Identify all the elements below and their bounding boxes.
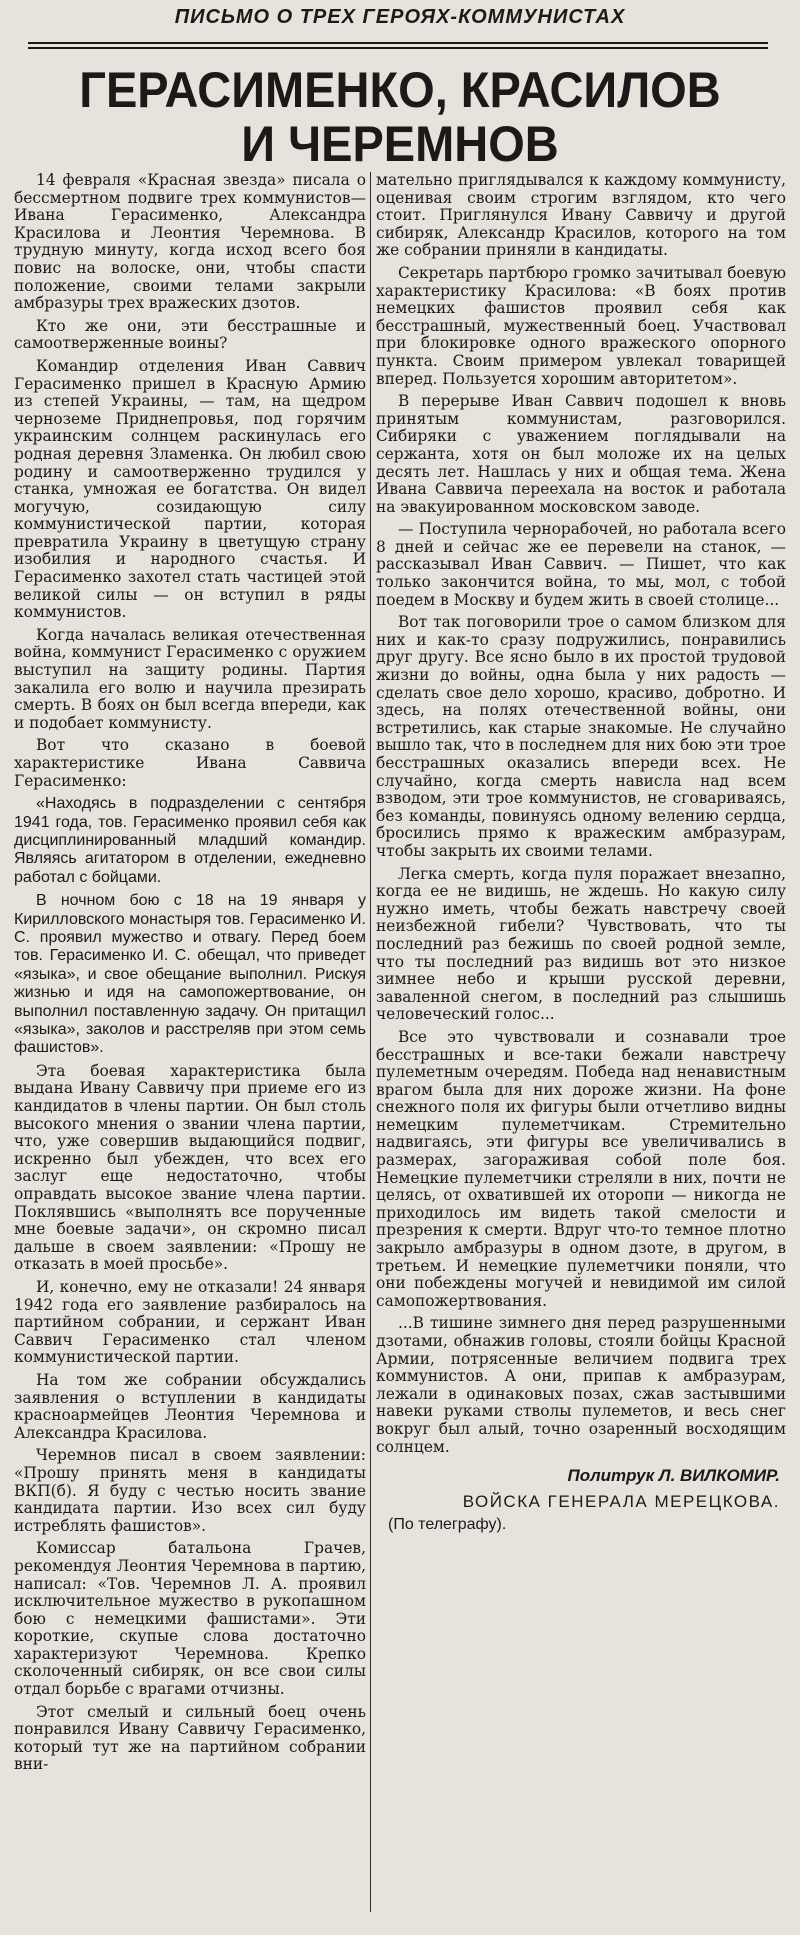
paragraph: Секретарь партбюро громко зачитывал боевую характеристику Красилова: «В боях против немецких фашистов проявил себя как бесстрашный, мужественный боец. Участвовал при блокировке одного вражеского опорного пункта. Своим примером увлекал товарищей вперед. Пользуется хорошим авторитетом». (376, 263, 786, 388)
column-divider (370, 172, 371, 1912)
paragraph: Кто же они, эти бесстрашные и самоотверженные воины? (14, 316, 366, 353)
paragraph: И, конечно, ему не отказали! 24 января 1942 года его заявление разбиралось на партийном собрании, и сержант Иван Саввич Герасименко стал членом коммунистической партии. (14, 1278, 366, 1367)
headline-line-1: ГЕРАСИМЕНКО, КРАСИЛОВ (79, 62, 721, 118)
paragraph: Этот смелый и сильный боец очень понравился Ивану Саввичу Герасименко, который тут же на партийном собрании вни- (14, 1702, 366, 1774)
paragraph: Когда началась великая отечественная война, коммунист Герасименко с оружием выступил на защиту родины. Партия закалила его волю и научила презирать смерть. В боях он был всегда впереди, как и подобает коммунисту. (14, 625, 366, 732)
headline-line-2: И ЧЕРЕМНОВ (241, 116, 559, 172)
paragraph: мательно приглядывался к каждому коммунисту, оценивая своим строгим взглядом, кто чего стоит. Приглянулся Ивану Саввичу и другой сибиряк, Александр Красилов, которого на том же собрании приняли в кандидаты. (376, 172, 786, 260)
telegraph-note: (По телеграфу). (388, 1516, 507, 1534)
kicker-rule-top (28, 42, 768, 44)
paragraph: Комиссар батальона Грачев, рекомендуя Леонтия Черемнова в партию, написал: «Тов. Черемнов Л. А. проявил исключительное мужество в рукопашном бою с немецкими фашистами». Эти короткие, скупые слова достаточно характеризуют Черемнова. Крепко сколоченный сибиряк, он все свои силы отдал борьбе с врагами отчизны. (14, 1539, 366, 1699)
paragraph: В перерыве Иван Саввич подошел к вновь принятым коммунистам, разговорился. Сибиряки с уважением поглядывали на сержанта, хотя он был моложе их на целых десять лет. Нашлась у них и общая тема. Жена Ивана Саввича переехала на восток и работала на эвакуированном московском заводе. (376, 392, 786, 516)
paragraph: Черемнов писал в своем заявлении: «Прошу принять меня в кандидаты ВКП(б). Я буду с честью носить звание кандидата партии. Изо всех сил буду истреблять фашистов». (14, 1446, 366, 1535)
author-signature: Политрук Л. ВИЛКОМИР. (567, 1466, 780, 1486)
paragraph: Командир отделения Иван Саввич Герасименко пришел в Красную Армию из степей Украины, — там, на щедром черноземе Приднепровья, под горячим украинским солнцем раскинулась его родная деревня Зламенка. Он любил свою родину и самоотверженно трудился у станка, умножая ее богатства. Он видел могучую, созидающую силу коммунистической партии, которая превратила Украину в цветущую страну изобилия и народного счастья. И Герасименко захотел стать частицей этой великой силы — он вступил в ряды коммунистов. (14, 356, 366, 622)
article-kicker: ПИСЬМО О ТРЕХ ГЕРОЯХ-КОММУНИСТАХ (174, 6, 626, 28)
quote-paragraph: В ночном бою с 18 на 19 января у Кирилловского монастыря тов. Герасименко И. С. проявил мужество и отвагу. Перед боем тов. Герасименко И. С. обещал, что приведет «языка», и свое обещание выполнил. Рискуя жизнью и идя на самопожертвование, он выполнил поставленную задачу. Он притащил «языка», заколов и расстреляв при этом семь фашистов». (14, 892, 366, 1057)
paragraph: Все это чувствовали и сознавали трое бесстрашных и все-таки бежали навстречу пулеметным очередям. Победа над ненавистным врагом была для них дороже жизни. На фоне снежного поля их фигуры были отчетливо видны немецким пулеметчикам. Стремительно надвигаясь, эти фигуры все увеличивались в размерах, загораживая собой поле боя. Немецкие пулеметчики стреляли в них, почти не целясь, от охватившей их оторопи — никогда не приходилось им видеть такой смелости и презрения к смерти. Вдруг что-то темное плотно закрыло амбразуры в одном дзоте, в другом, в третьем. И немецкие пулеметчики поняли, что они побеждены могучей и невидимой им силой самопожертвования. (376, 1027, 786, 1310)
quote-paragraph: «Находясь в подразделении с сентября 1941 года, тов. Герасименко проявил себя как дисциплинированный младший командир. Являясь агитатором в отделении, ежедневно работал с бойцами. (14, 795, 366, 886)
kicker-rule-bottom (28, 47, 768, 49)
paragraph: Легка смерть, когда пуля поражает внезапно, когда ее не видишь, не ждешь. Но какую силу нужно иметь, чтобы бежать навстречу своей неизбежной гибели? Чувствовать, что ты последний раз бежишь по своей родной земле, что ты последний раз видишь вот это низкое зимнее небо и крыши русской деревни, заваленной снегом, в последний раз слышишь человеческий голос... (376, 864, 786, 1024)
paragraph: На том же собрании обсуждались заявления о вступлении в кандидаты красноармейцев Леонтия Черемнова и Александра Красилова. (14, 1370, 366, 1442)
dateline-organization: ВОЙСКА ГЕНЕРАЛА МЕРЕЦКОВА. (462, 1492, 780, 1512)
paragraph: — Поступила чернорабочей, но работала всего 8 дней и сейчас же ее перевели на станок, — рассказывал Иван Саввич. — Пишет, что как только закончится война, то мы, мол, с тобой поедем в Москву и будем жить в своей столице... (376, 520, 786, 609)
paragraph: ...В тишине зимнего дня перед разрушенными дзотами, обнажив головы, стояли бойцы Красной Армии, потрясенные величием подвига трех коммунистов. А они, припав к амбразурам, лежали в одинаковых позах, сжав застывшими навеки руками стволы пулеметов, и весь снег вокруг был алый, точно озаренный восходящим солнцем. (376, 1314, 786, 1456)
paragraph: Эта боевая характеристика была выдана Ивану Саввичу при приеме его из кандидатов в члены партии. Он был столь высокого мнения о звании члена партии, что, уже совершив выдающийся подвиг, искренно был убежден, что всех его заслуг еще недостаточно, чтобы оправдать высокое звание члена партии. Поклявшись «выполнять все порученные мне боевые задачи», он скромно писал дальше в своем заявлении: «Прошу не отказать в моей просьбе». (14, 1061, 366, 1274)
left-column (14, 172, 366, 1910)
paragraph: Вот так поговорили трое о самом близком для них и как-то сразу подружились, понравились друг другу. Все ясно было в их простой трудовой жизни до войны, одна была у них радость — сделать свое дело хорошо, красиво, добротно. И здесь, на полях отечественной войны, они встретились, как старые знакомые. Не случайно вышло так, что в последнем для них бою эти трое бесстрашных оказались впереди всех. Не случайно, когда смерть нависла над всем взводом, эти трое коммунистов, не сговариваясь, без команды, повинуясь одному велению сердца, бросились прямо к вражеским амбразурам, чтобы закрыть их своими телами. (376, 613, 786, 860)
right-column (376, 172, 786, 1910)
paragraph: 14 февраля «Красная звезда» писала о бессмертном подвиге трех коммунистов— Ивана Герасименко, Александра Красилова и Леонтия Черемнова. В трудную минуту, когда исход всего боя повис на волоске, они, чтобы спасти положение, своими телами закрыли амбразуры трех вражеских дзотов. (14, 172, 366, 313)
paragraph: Вот что сказано в боевой характеристике Ивана Саввича Герасименко: (14, 736, 366, 790)
